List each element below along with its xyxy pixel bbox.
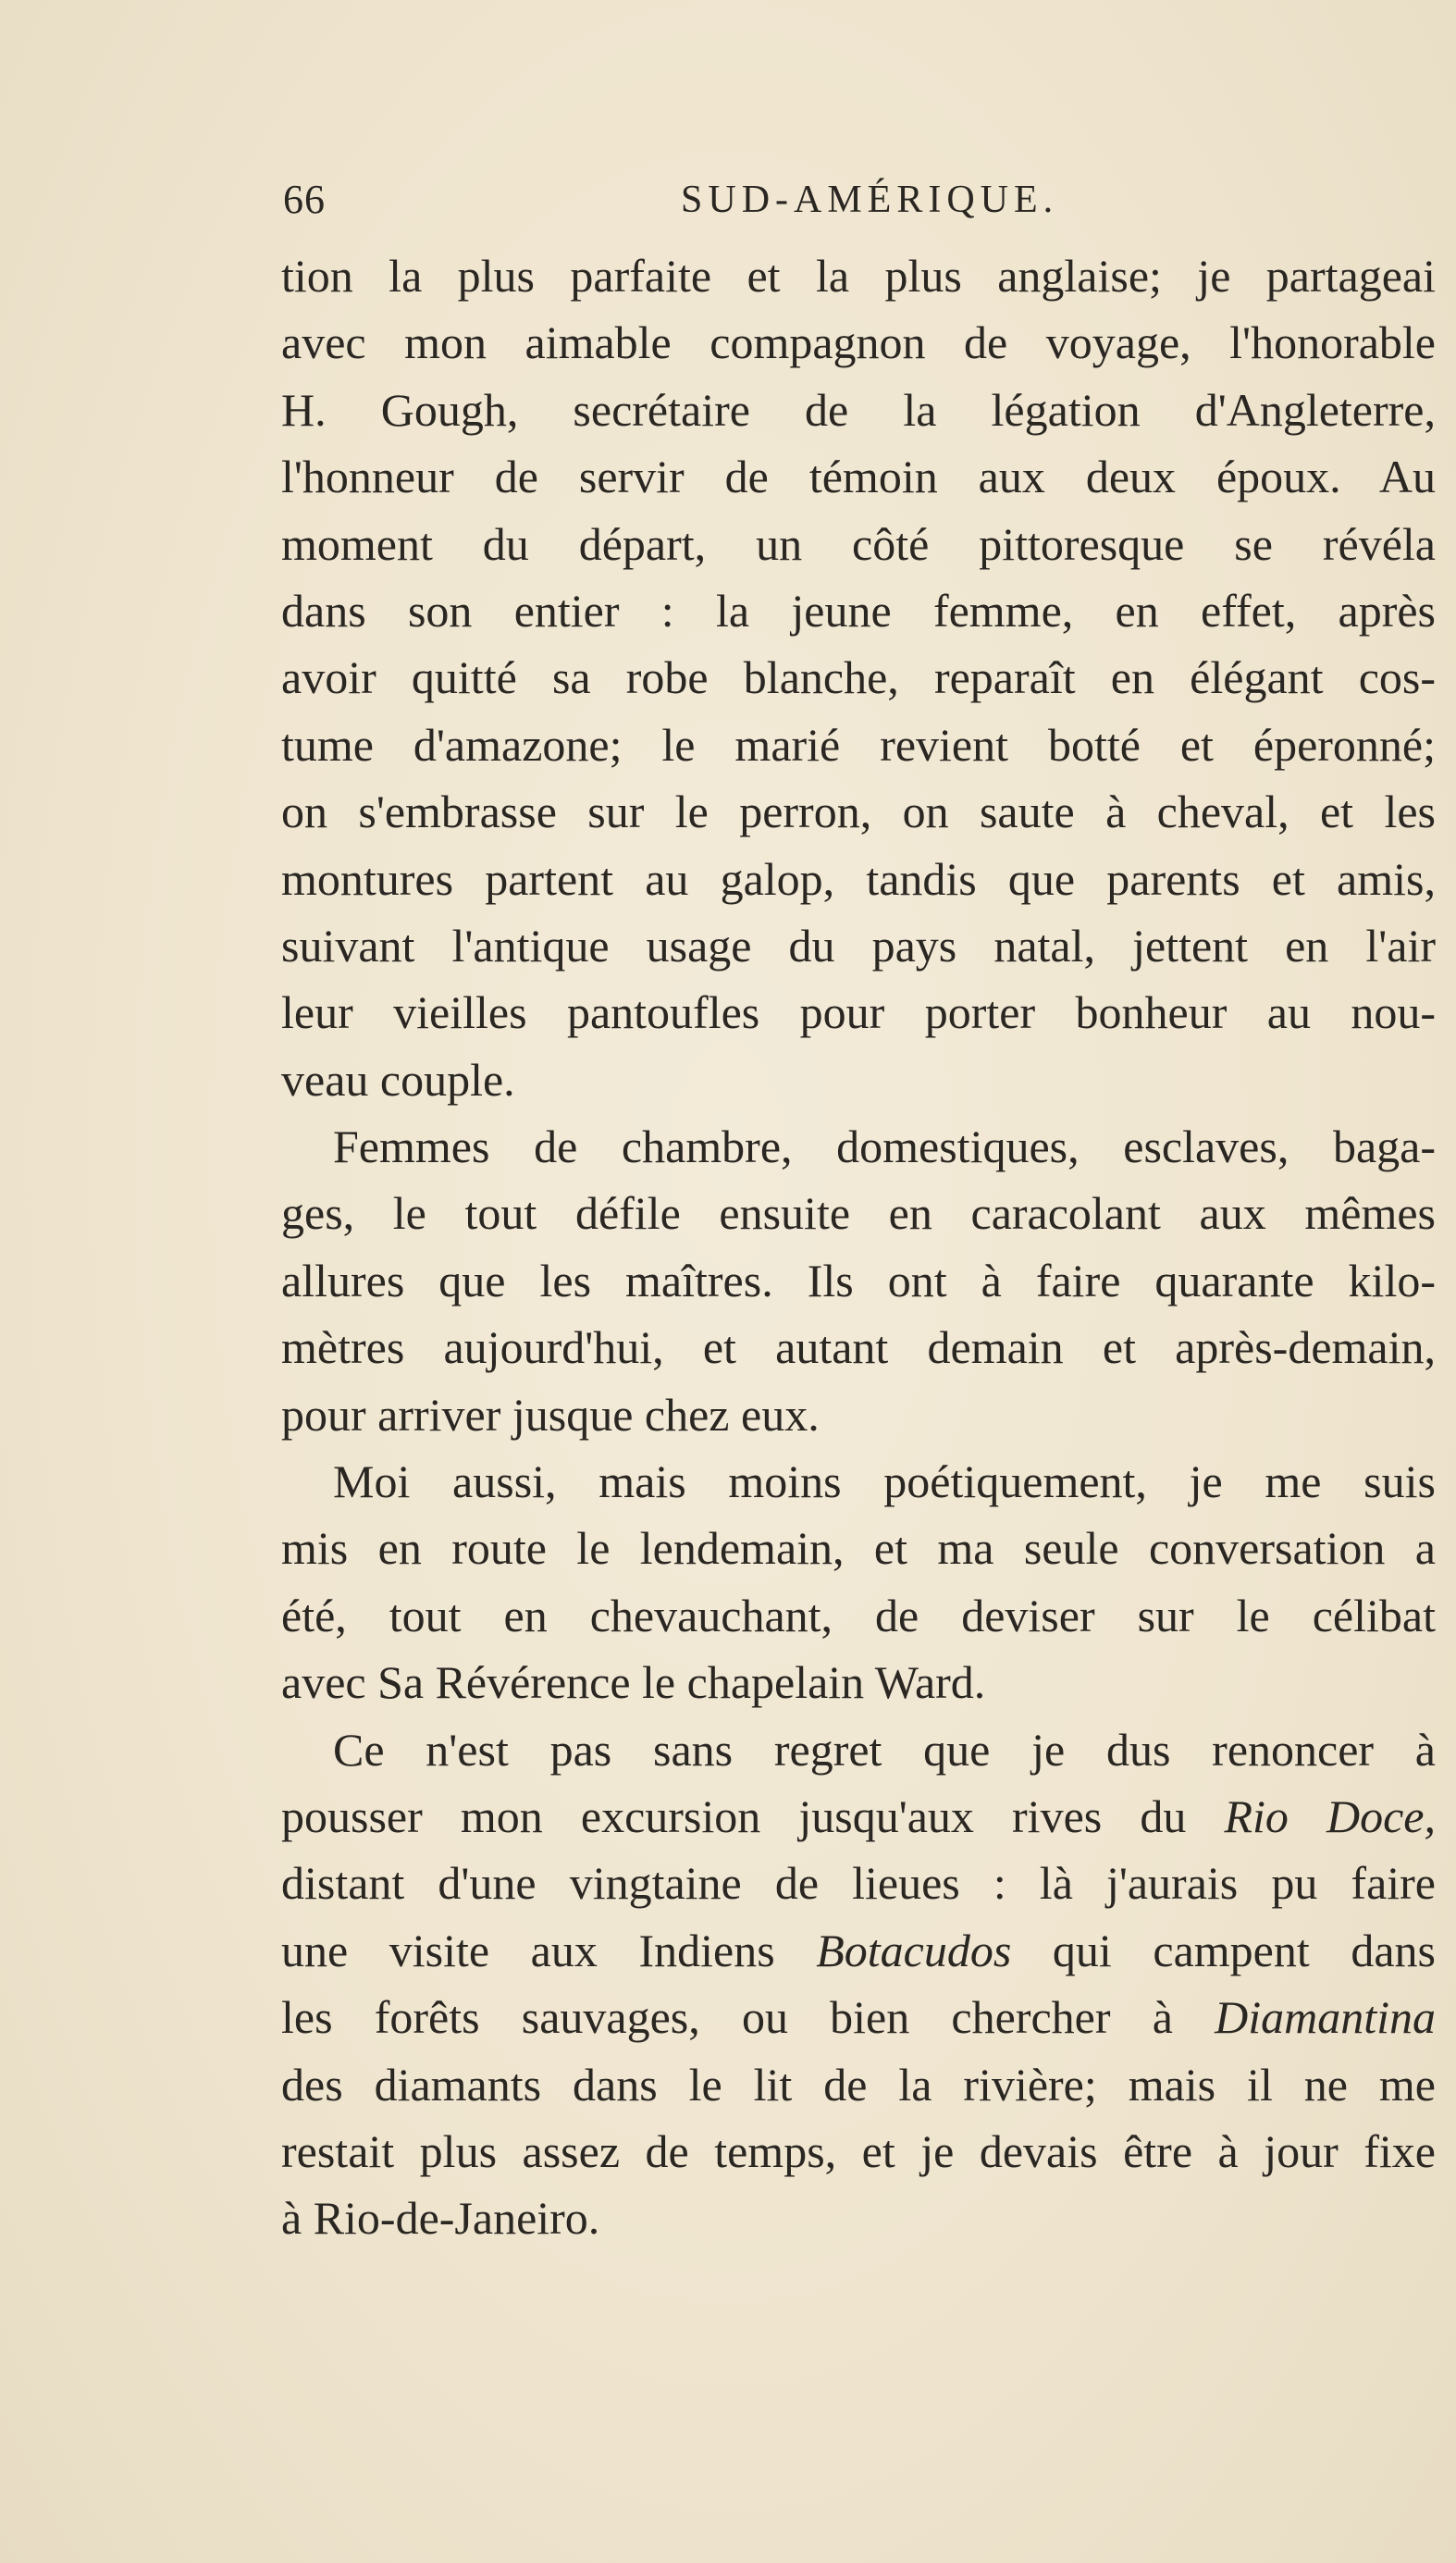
page-number: 66 (283, 177, 326, 222)
text-line: veau couple. (281, 1053, 515, 1106)
text-line: Moi aussi, mais moins poétiquement, je me suis (333, 1455, 1436, 1508)
text-line: on s'embrasse sur le perron, on saute à cheval, et les (281, 786, 1436, 838)
text-line: mis en route le lendemain, et ma seule conversation a (281, 1522, 1436, 1575)
text-line: Femmes de chambre, domestiques, esclaves, baga- (333, 1121, 1436, 1173)
text-line (281, 1783, 1436, 1850)
text-line: tion la plus parfaite et la plus anglaise; je partageai (281, 250, 1436, 302)
place-name-rio-doce: Rio Doce, (1224, 1789, 1436, 1842)
text-line: été, tout en chevauchant, de deviser sur le célibat (281, 1589, 1436, 1641)
text-line: allures que les maîtres. Ils ont à faire quarante kilo- (281, 1254, 1436, 1306)
text-line: leur vieilles pantoufles pour porter bonheur au nou- (281, 986, 1436, 1039)
text-line: restait plus assez de temps, et je devais être à jour fixe (281, 2124, 1436, 2177)
text-line (281, 1917, 1436, 1984)
people-name-botacudos: Botacudos (816, 1924, 1012, 1976)
text-line: l'honneur de servir de témoin aux deux époux. Au (281, 451, 1436, 503)
text-fragment: les forêts sauvages, ou bien chercher à (281, 1991, 1215, 2044)
text-fragment: qui campent dans (1011, 1924, 1437, 1976)
page-header (283, 174, 1439, 226)
text-line: montures partent au galop, tandis que parents et amis, (281, 852, 1436, 905)
text-fragment: une visite aux Indiens (281, 1924, 817, 1976)
text-fragment: pousser mon excursion jusqu'aux rives du (281, 1789, 1225, 1842)
text-line (281, 1984, 1436, 2050)
running-head: SUD-AMÉRIQUE. (681, 179, 1059, 221)
text-line: ges, le tout défile ensuite en caracolant aux mêmes (281, 1187, 1436, 1240)
text-line: à Rio-de-Janeiro. (281, 2192, 600, 2245)
text-line: dans son entier : la jeune femme, en effet, après (281, 584, 1436, 637)
text-line: suivant l'antique usage du pays natal, jettent en l'air (281, 919, 1436, 972)
text-line: distant d'une vingtaine de lieues : là j'aurais pu faire (281, 1857, 1436, 1910)
body-text (281, 242, 1436, 2252)
text-line: Ce n'est pas sans regret que je dus renoncer à (333, 1723, 1436, 1776)
text-line: tume d'amazone; le marié revient botté et éperonné; (281, 718, 1436, 771)
text-line: H. Gough, secrétaire de la légation d'Angleterre, (281, 383, 1436, 436)
text-line: pour arriver jusque chez eux. (281, 1388, 820, 1441)
text-line: des diamants dans le lit de la rivière; mais il ne me (281, 2058, 1436, 2111)
text-line: mètres aujourd'hui, et autant demain et après-demain, (281, 1321, 1436, 1374)
text-line: avoir quitté sa robe blanche, reparaît en élégant cos- (281, 651, 1436, 704)
text-line: avec Sa Révérence le chapelain Ward. (281, 1656, 986, 1709)
text-line: avec mon aimable compagnon de voyage, l'honorable (281, 316, 1436, 369)
text-line: moment du départ, un côté pittoresque se révéla (281, 517, 1436, 570)
place-name-diamantina: Diamantina (1215, 1991, 1436, 2044)
